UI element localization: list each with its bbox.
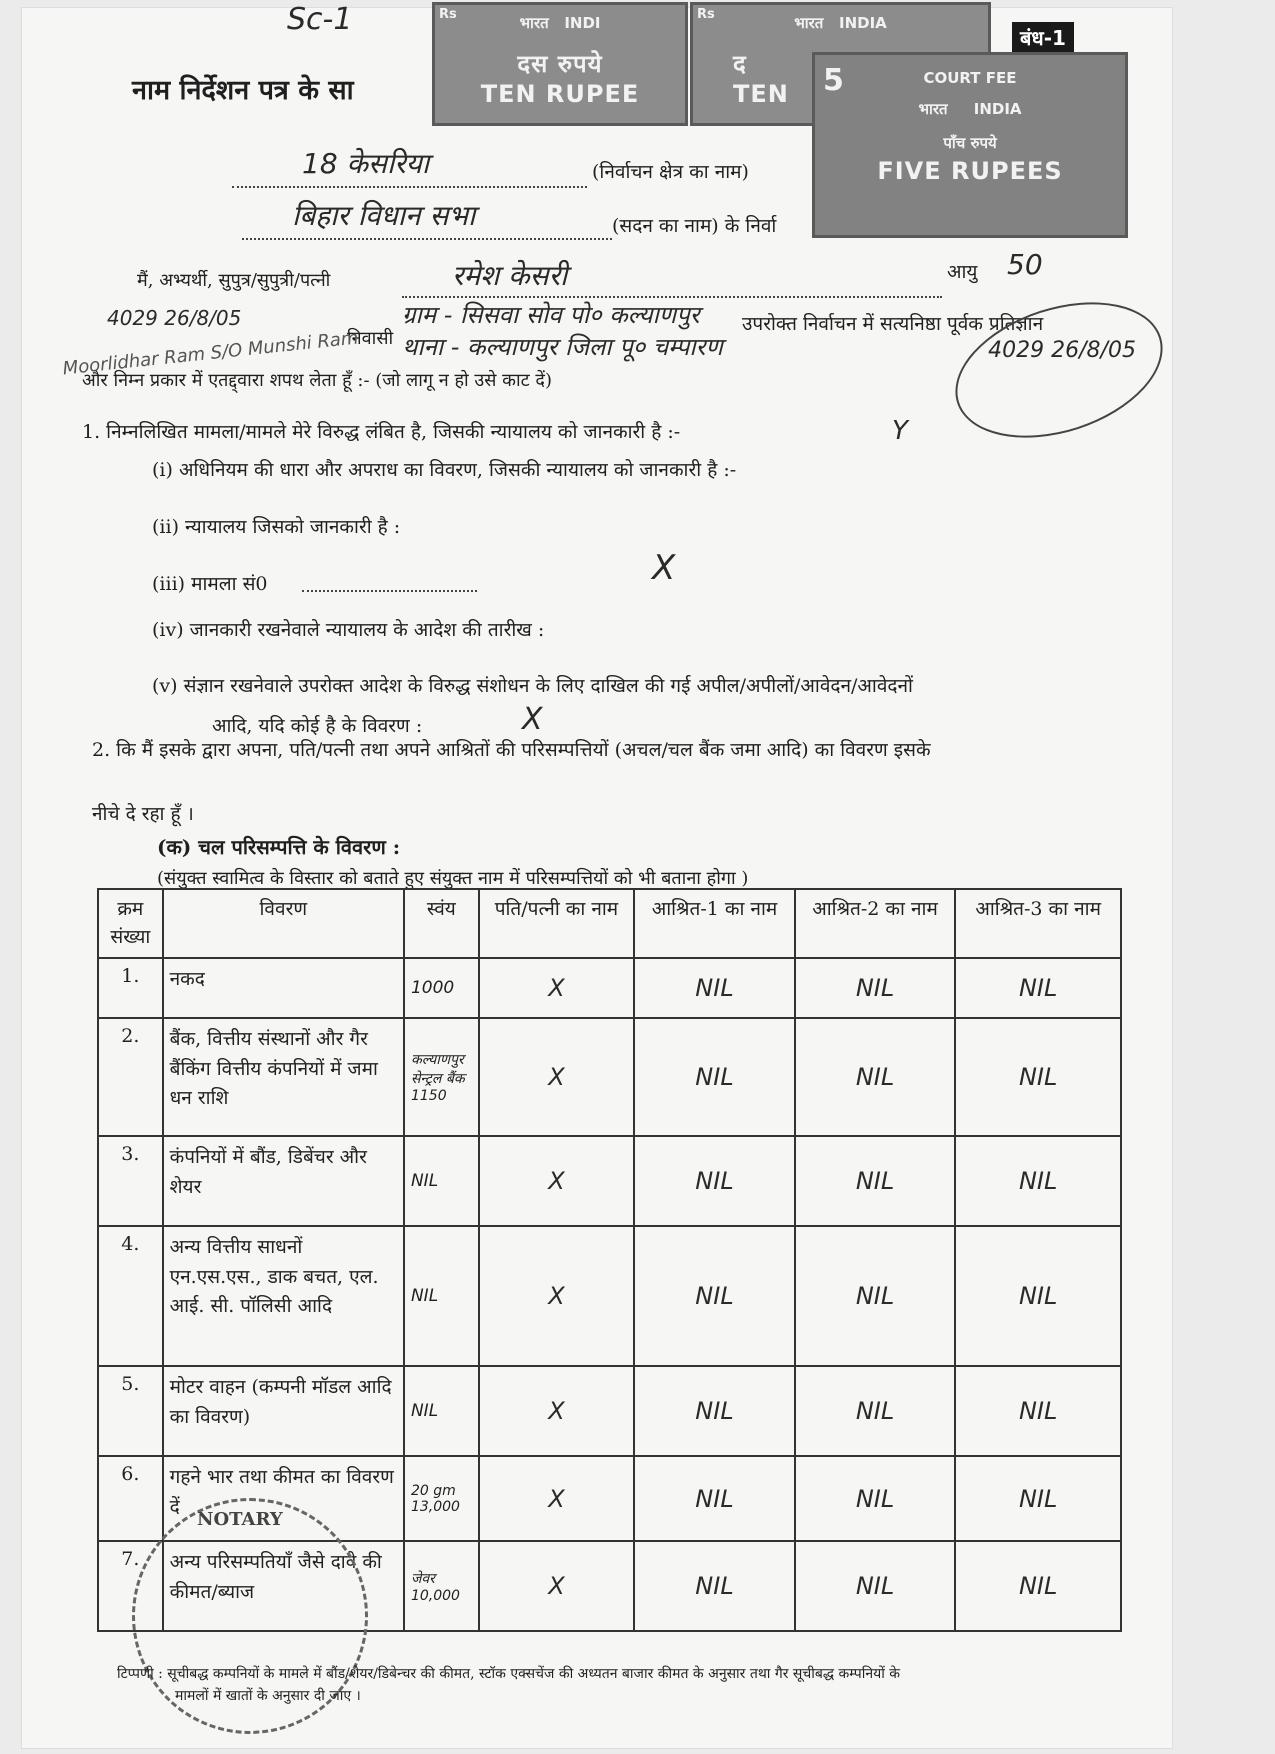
resident-label: निवासी — [347, 328, 394, 349]
seal-text: NOTARY — [197, 1509, 283, 1530]
row-dependent-2-value[interactable]: NIL — [795, 1541, 956, 1631]
stamp-country-hi: भारत — [519, 14, 549, 32]
row-self-value[interactable]: 20 gm 13,000 — [404, 1456, 479, 1541]
table-row — [98, 1018, 1121, 1136]
row-spouse-value[interactable]: X — [479, 1456, 635, 1541]
five-rupee-court-fee-stamp — [812, 52, 1128, 238]
row-spouse-value[interactable]: X — [479, 1136, 635, 1226]
row-dependent-3-value[interactable]: NIL — [955, 1456, 1121, 1541]
stamp-value-hi: द — [733, 50, 747, 78]
oath-text-2: और निम्न प्रकार में एतद्द्वारा शपथ लेता हूँ :- (जो लागू न हो उसे काट दें) — [82, 370, 552, 391]
col-dependent-2: आश्रित-2 का नाम — [795, 889, 956, 958]
row-dependent-3-value[interactable]: NIL — [955, 1541, 1121, 1631]
row-description: गहने भार तथा कीमत का विवरण दें — [163, 1456, 404, 1541]
candidate-name-field[interactable] — [402, 259, 942, 298]
margin-note: Moorlidhar Ram S/O Munshi Ram — [61, 327, 360, 380]
stamp-value-en: TEN — [733, 80, 789, 108]
address-line-2[interactable]: थाना - कल्याणपुर जिला पू० चम्पारण — [402, 333, 723, 361]
clause-2: 2. कि मैं इसके द्वारा अपना, पति/पत्नी तथा अपने आश्रितों की परिसम्पत्तियों (अचल/चल बैंक जमा आदि) का विवरण इसके — [92, 739, 931, 761]
row-dependent-3-value[interactable]: NIL — [955, 1018, 1121, 1136]
clause-2-cont: नीचे दे रहा हूँ । — [92, 803, 194, 825]
stamp-country-en: INDI — [564, 14, 601, 32]
row-dependent-1-value[interactable]: NIL — [634, 1226, 795, 1366]
clause-1-v-mark: X — [522, 702, 543, 737]
row-description: नकद — [163, 958, 404, 1018]
stamp-denom: Rs — [439, 7, 457, 22]
stamp-country-en: INDIA — [973, 100, 1022, 118]
stamp-country-hi: भारत — [794, 14, 824, 32]
oath-text: उपरोक्त निर्वाचन में सत्यनिष्ठा पूर्वक प्रतिज्ञान — [742, 313, 1044, 335]
clause-1-v-cont: आदि, यदि कोई है के विवरण : — [212, 715, 423, 737]
house-label: (सदन का नाम) के निर्वा — [612, 215, 777, 237]
stamp-value-hi: पाँच रुपये — [943, 134, 997, 152]
row-number: 4. — [98, 1226, 163, 1366]
stamp-country-en: INDIA — [839, 14, 887, 32]
house-value: बिहार विधान सभा — [292, 199, 476, 232]
row-spouse-value[interactable]: X — [479, 958, 635, 1018]
row-self-value[interactable]: कल्याणपुर सेन्ट्रल बैंक 1150 — [404, 1018, 479, 1136]
row-dependent-2-value[interactable]: NIL — [795, 1136, 956, 1226]
table-row — [98, 1366, 1121, 1456]
row-spouse-value[interactable]: X — [479, 1366, 635, 1456]
stamp-denom: Rs — [697, 7, 715, 22]
row-dependent-3-value[interactable]: NIL — [955, 1226, 1121, 1366]
row-self-value[interactable]: NIL — [404, 1366, 479, 1456]
case-number-field[interactable] — [302, 576, 477, 592]
row-self-value[interactable]: NIL — [404, 1136, 479, 1226]
row-dependent-2-value[interactable]: NIL — [795, 1366, 956, 1456]
clause-1: 1. निम्नलिखित मामला/मामले मेरे विरुद्ध लंबित है, जिसकी न्यायालय को जानकारी है :- — [82, 421, 681, 443]
stamp-country-hi: भारत — [918, 100, 948, 118]
row-number: 6. — [98, 1456, 163, 1541]
row-dependent-3-value[interactable]: NIL — [955, 958, 1121, 1018]
table-row — [98, 958, 1121, 1018]
col-serial: क्रम संख्या — [98, 889, 163, 958]
col-dependent-1: आश्रित-1 का नाम — [634, 889, 795, 958]
clause-1-ii: (ii) न्यायालय जिसको जानकारी है : — [152, 516, 401, 538]
row-description: बैंक, वित्तीय संस्थानों और गैर बैंकिंग वित्तीय कंपनियों में जमा धन राशि — [163, 1018, 404, 1136]
stamp-value-hi: दस रुपये — [517, 50, 603, 78]
row-dependent-1-value[interactable]: NIL — [634, 1366, 795, 1456]
col-spouse: पति/पत्नी का नाम — [479, 889, 635, 958]
footer-note-line-1: टिप्पणी : सूचीबद्ध कम्पनियों के मामले में बौंड/शेयर/डिबेन्चर की कीमत, स्टॉक एक्सचेंज की अध्यतन बाजार कीमत के अनुसार तथा गैर सूचीबद्ध कम्पनियों के — [117, 1666, 901, 1682]
col-dependent-3: आश्रित-3 का नाम — [955, 889, 1121, 958]
clause-1-i: (i) अधिनियम की धारा और अपराध का विवरण, जिसकी न्यायालय को जानकारी है :- — [152, 459, 737, 481]
table-header-row — [98, 889, 1121, 958]
form-page — [22, 2, 1172, 1748]
row-dependent-2-value[interactable]: NIL — [795, 958, 956, 1018]
candidate-name: रमेश केसरी — [452, 259, 568, 292]
row-dependent-1-value[interactable]: NIL — [634, 958, 795, 1018]
row-self-value[interactable]: 1000 — [404, 958, 479, 1018]
row-self-value[interactable]: NIL — [404, 1226, 479, 1366]
constituency-label: (निर्वाचन क्षेत्र का नाम) — [592, 161, 749, 183]
oval-note: 4029 26/8/05 — [988, 338, 1136, 364]
age-value[interactable]: 50 — [1007, 248, 1043, 281]
clause-1-v: (v) संज्ञान रखनेवाले उपरोक्त आदेश के विरुद्ध संशोधन के लिए दाखिल की गई अपील/अपीलों/आवेदन/आवेदनों — [152, 675, 913, 697]
stamp-value-en: FIVE RUPEES — [877, 157, 1063, 185]
row-dependent-3-value[interactable]: NIL — [955, 1136, 1121, 1226]
row-number: 7. — [98, 1541, 163, 1631]
stamp-denom: 5 — [823, 63, 844, 98]
row-description: अन्य परिसम्पतियाँ जैसे दावे की कीमत/ब्याज — [163, 1541, 404, 1631]
clause-1-iii: (iii) मामला सं0 — [152, 573, 268, 595]
page-title: नाम निर्देशन पत्र के सा — [132, 75, 354, 106]
serial-note: 4029 26/8/05 — [107, 306, 242, 330]
col-description: विवरण — [163, 889, 404, 958]
row-spouse-value[interactable]: X — [479, 1018, 635, 1136]
row-dependent-1-value[interactable]: NIL — [634, 1136, 795, 1226]
row-dependent-3-value[interactable]: NIL — [955, 1366, 1121, 1456]
row-dependent-2-value[interactable]: NIL — [795, 1456, 956, 1541]
row-number: 2. — [98, 1018, 163, 1136]
section-note: (संयुक्त स्वामित्व के विस्तार को बताते हुए संयुक्त नाम में परिसम्पत्तियों को भी बताना होगा ) — [157, 868, 749, 889]
footer-note-line-2: मामलों में खातों के अनुसार दी जाए । — [175, 1688, 361, 1705]
stamp-value-en: TEN RUPEE — [480, 80, 640, 108]
row-dependent-1-value[interactable]: NIL — [634, 1456, 795, 1541]
stamp-label: COURT FEE — [923, 69, 1017, 87]
row-dependent-2-value[interactable]: NIL — [795, 1018, 956, 1136]
corner-note: Sc-1 — [287, 2, 353, 37]
clause-1-mark: Y — [892, 416, 908, 446]
row-number: 3. — [98, 1136, 163, 1226]
table-row — [98, 1136, 1121, 1226]
row-dependent-2-value[interactable]: NIL — [795, 1226, 956, 1366]
row-dependent-1-value[interactable]: NIL — [634, 1541, 795, 1631]
table-row — [98, 1226, 1121, 1366]
col-self: स्वंय — [404, 889, 479, 958]
row-dependent-1-value[interactable]: NIL — [634, 1018, 795, 1136]
row-description: मोटर वाहन (कम्पनी मॉडल आदि का विवरण) — [163, 1366, 404, 1456]
row-number: 1. — [98, 958, 163, 1018]
annex-badge: बंध-1 — [1012, 22, 1074, 53]
constituency-field[interactable] — [232, 147, 587, 188]
case-number-mark: X — [652, 548, 676, 588]
row-spouse-value[interactable]: X — [479, 1226, 635, 1366]
ten-rupee-stamp-1 — [432, 2, 688, 126]
row-number: 5. — [98, 1366, 163, 1456]
address-line-1[interactable]: ग्राम - सिसवा सोव पो० कल्याणपुर — [402, 301, 700, 329]
house-field[interactable] — [242, 199, 612, 240]
section-ka-heading: (क) चल परिसम्पत्ति के विवरण : — [157, 835, 401, 859]
constituency-value: 18 केसरिया — [302, 147, 430, 180]
row-description: कंपनियों में बौंड, डिबेंचर और शेयर — [163, 1136, 404, 1226]
row-description: अन्य वित्तीय साधनों एन.एस.एस., डाक बचत, एल. आई. सी. पॉलिसी आदि — [163, 1226, 404, 1366]
clause-1-iv: (iv) जानकारी रखनेवाले न्यायालय के आदेश की तारीख : — [152, 619, 545, 641]
oval-annotation — [938, 278, 1180, 462]
age-label: आयु — [947, 261, 978, 283]
row-self-value[interactable]: जेवर 10,000 — [404, 1541, 479, 1631]
row-spouse-value[interactable]: X — [479, 1541, 635, 1631]
candidate-prefix: मैं, अभ्यर्थी, सुपुत्र/सुपुत्री/पत्नी — [137, 270, 331, 291]
footer-note — [117, 1663, 1137, 1708]
